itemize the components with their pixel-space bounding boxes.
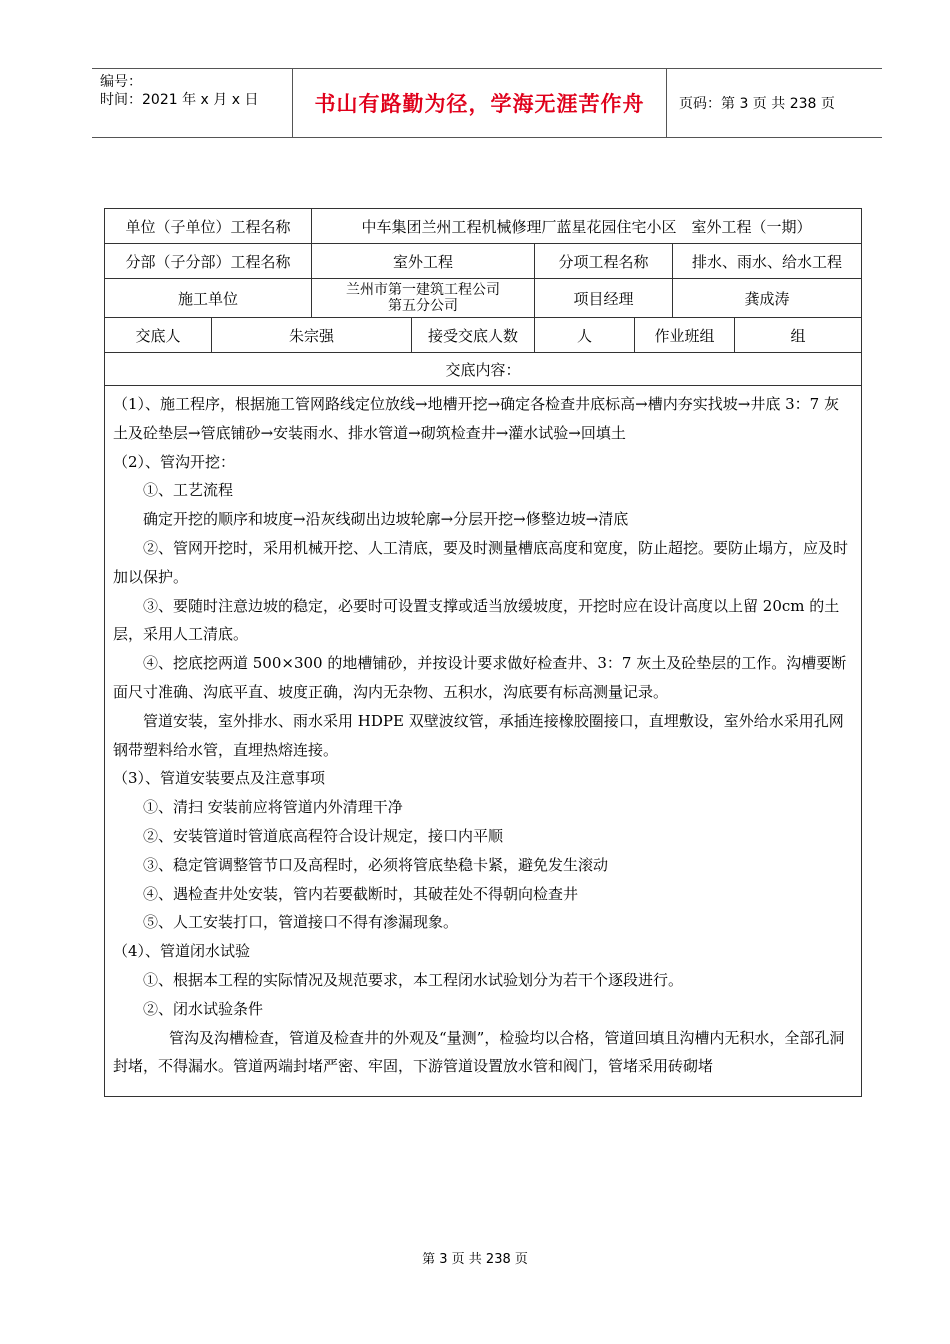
contractor-value-line2: 第五分公司 xyxy=(388,298,459,314)
project-manager-label: 项目经理 xyxy=(535,279,673,318)
content-paragraph: ②、安装管道时管道底高程符合设计规定，接口内平顺 xyxy=(143,826,504,845)
content-paragraph: 管沟及沟槽检查，管道及检查井的外观及“量测”，检验均以合格，管道回填且沟槽内无积水，全部孔洞封堵，不得漏水。管道两端封堵严密、牢固，下游管道设置放水管和阀门，管堵采用砖砌堵 xyxy=(113,1028,845,1076)
header-meta xyxy=(92,69,292,137)
work-team-label: 作业班组 xyxy=(635,318,735,353)
content-paragraph: ②、管网开挖时，采用机械开挖、人工清底，要及时测量槽底高度和宽度，防止超挖。要防止塌方，应及时加以保护。 xyxy=(113,538,849,586)
division-name-value: 室外工程 xyxy=(312,244,535,279)
content-paragraph: ⑤、人工安装打口，管道接口不得有渗漏现象。 xyxy=(143,913,459,932)
time-label: 时间：2021 年 x 月 x 日 xyxy=(100,92,259,108)
project-name-value: 中车集团兰州工程机械修理厂蓝星花园住宅小区 室外工程（一期） xyxy=(312,209,862,244)
subitem-name-label: 分项工程名称 xyxy=(535,244,673,279)
content-label: 交底内容： xyxy=(105,353,862,386)
content-paragraph: ①、工艺流程 xyxy=(143,481,234,500)
content-paragraph: （2）、管沟开挖： xyxy=(113,452,236,471)
content-paragraph: ④、遇检查井处安装，管内若要截断时，其破茬处不得朝向检查井 xyxy=(143,884,579,903)
content-paragraph: （3）、管道安装要点及注意事项 xyxy=(113,769,326,788)
content-paragraph: ③、稳定管调整管节口及高程时，必须将管底垫稳卡紧，避免发生滚动 xyxy=(143,855,609,874)
content-paragraph: （1）、施工程序，根据施工管网路线定位放线→地槽开挖→确定各检查井底标高→槽内夯实找坡→井底 3：7 灰土及砼垫层→管底铺砂→安装雨水、排水管道→砌筑检查井→灌水试验→回填土 xyxy=(113,395,839,442)
content-paragraph: ③、要随时注意边坡的稳定，必要时可设置支撑或适当放缓坡度，开挖时应在设计高度以上留 20cm 的土层，采用人工清底。 xyxy=(113,596,840,644)
motto: 书山有路勤为径，学海无涯苦作舟 xyxy=(292,69,667,137)
page-header xyxy=(92,68,882,138)
contractor-value xyxy=(312,279,535,318)
recipient-count-label: 接受交底人数 xyxy=(412,318,535,353)
content-paragraph: ①、清扫 安装前应将管道内外清理干净 xyxy=(143,798,403,817)
discloser-label: 交底人 xyxy=(105,318,212,353)
subitem-name-value: 排水、雨水、给水工程 xyxy=(673,244,862,279)
division-name-label: 分部（子分部）工程名称 xyxy=(105,244,312,279)
content-paragraph: ①、根据本工程的实际情况及规范要求，本工程闭水试验划分为若干个逐段进行。 xyxy=(143,970,684,989)
work-team-value: 组 xyxy=(735,318,862,353)
number-label: 编号： xyxy=(100,74,142,90)
page-footer: 第 3 页 共 238 页 xyxy=(422,1252,528,1267)
content-paragraph: ②、闭水试验条件 xyxy=(143,999,264,1018)
contractor-value-line1: 兰州市第一建筑工程公司 xyxy=(346,282,501,298)
page-label: 页码：第 3 页 共 238 页 xyxy=(679,96,835,112)
content-paragraph: 确定开挖的顺序和坡度→沿灰线砌出边坡轮廓→分层开挖→修整边坡→清底 xyxy=(143,510,629,529)
contractor-label: 施工单位 xyxy=(105,279,312,318)
recipient-count-value: 人 xyxy=(535,318,635,353)
content-paragraph: 管道安装，室外排水、雨水采用 HDPE 双壁波纹管，承插连接橡胶圈接口，直埋敷设，室外给水采用孔网钢带塑料给水管，直埋热熔连接。 xyxy=(113,711,844,759)
content-body xyxy=(105,386,862,1097)
content-paragraph: （4）、管道闭水试验 xyxy=(113,942,251,961)
content-paragraph: ④、挖底挖两道 500×300 的地槽铺砂，并按设计要求做好检查井、3：7 灰土及砼垫层的工作。沟槽要断面尺寸准确、沟底平直、坡度正确，沟内无杂物、五积水，沟底要有标高测量记录。 xyxy=(113,654,847,701)
disclosure-table xyxy=(104,208,862,1097)
project-name-label: 单位（子单位）工程名称 xyxy=(105,209,312,244)
project-manager-value: 龚成涛 xyxy=(673,279,862,318)
discloser-value: 朱宗强 xyxy=(212,318,412,353)
